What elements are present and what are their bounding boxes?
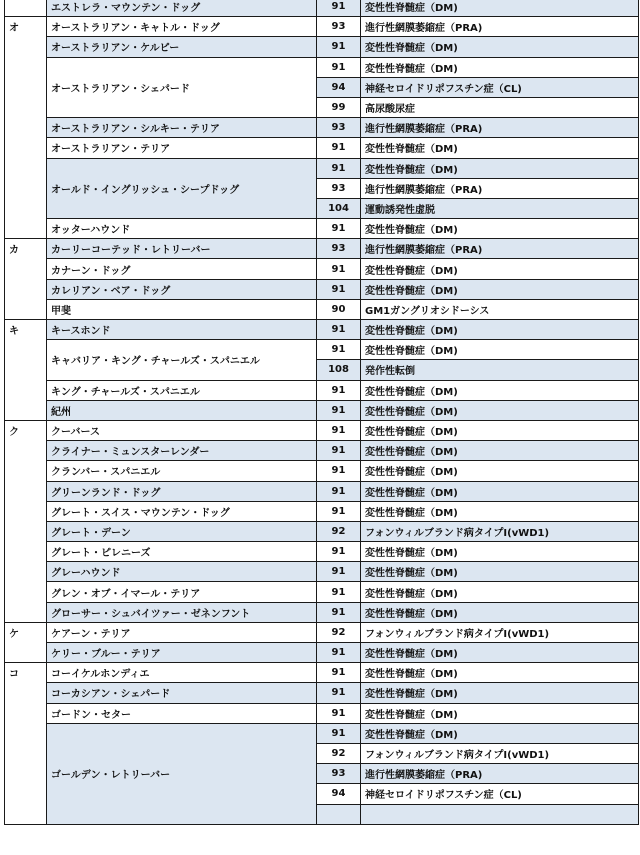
test-number-cell: 91 bbox=[317, 723, 361, 743]
breed-name-cell: オーストラリアン・テリア bbox=[47, 138, 317, 158]
disease-name-cell: 変性性脊髄症（DM) bbox=[361, 400, 639, 420]
test-number-cell: 93 bbox=[317, 239, 361, 259]
test-number-cell: 92 bbox=[317, 743, 361, 763]
disease-name-cell: 変性性脊髄症（DM) bbox=[361, 481, 639, 501]
test-number-cell: 91 bbox=[317, 340, 361, 360]
breed-name-cell: グリーンランド・ドッグ bbox=[47, 481, 317, 501]
disease-name-cell: 変性性脊髄症（DM) bbox=[361, 158, 639, 178]
disease-name-cell: 変性性脊髄症（DM) bbox=[361, 562, 639, 582]
breed-name-cell: キング・チャールズ・スパニエル bbox=[47, 380, 317, 400]
test-number-cell: 93 bbox=[317, 764, 361, 784]
table-row bbox=[5, 723, 639, 743]
breed-name-cell: 甲斐 bbox=[47, 299, 317, 319]
table-row bbox=[5, 219, 639, 239]
breed-disease-table bbox=[4, 0, 639, 825]
table-row bbox=[5, 683, 639, 703]
disease-name-cell: 変性性脊髄症（DM) bbox=[361, 461, 639, 481]
breed-name-cell: コーカシアン・シェパード bbox=[47, 683, 317, 703]
test-number-cell: 91 bbox=[317, 219, 361, 239]
disease-name-cell: 変性性脊髄症（DM) bbox=[361, 683, 639, 703]
breed-name-cell: ゴールデン・レトリーバー bbox=[47, 723, 317, 824]
test-number-cell: 91 bbox=[317, 582, 361, 602]
breed-name-cell: オールド・イングリッシュ・シープドッグ bbox=[47, 158, 317, 219]
breed-name-cell: ゴードン・セター bbox=[47, 703, 317, 723]
table-row bbox=[5, 299, 639, 319]
disease-name-cell: 発作性転倒 bbox=[361, 360, 639, 380]
test-number-cell: 91 bbox=[317, 441, 361, 461]
test-number-cell: 91 bbox=[317, 158, 361, 178]
table-row bbox=[5, 259, 639, 279]
table-row bbox=[5, 420, 639, 440]
disease-name-cell: 変性性脊髄症（DM) bbox=[361, 279, 639, 299]
test-number-cell: 91 bbox=[317, 37, 361, 57]
disease-name-cell: 変性性脊髄症（DM) bbox=[361, 259, 639, 279]
breed-name-cell: クライナー・ミュンスターレンダー bbox=[47, 441, 317, 461]
breed-name-cell: クランバー・スパニエル bbox=[47, 461, 317, 481]
table-row bbox=[5, 441, 639, 461]
disease-name-cell: 変性性脊髄症（DM) bbox=[361, 723, 639, 743]
breed-name-cell: エストレラ・マウンテン・ドッグ bbox=[47, 0, 317, 17]
disease-name-cell: フォンウィルブランド病タイプⅠ(vWD1) bbox=[361, 743, 639, 763]
disease-name-cell: 変性性脊髄症（DM) bbox=[361, 420, 639, 440]
table-row bbox=[5, 501, 639, 521]
test-number-cell: 91 bbox=[317, 0, 361, 17]
test-number-cell: 91 bbox=[317, 481, 361, 501]
table-row bbox=[5, 158, 639, 178]
breed-name-cell: カーリーコーテッド・レトリーバー bbox=[47, 239, 317, 259]
table-row bbox=[5, 380, 639, 400]
test-number-cell: 91 bbox=[317, 138, 361, 158]
breed-name-cell: オーストラリアン・シルキー・テリア bbox=[47, 118, 317, 138]
disease-name-cell: 運動誘発性虚脱 bbox=[361, 198, 639, 218]
table-row bbox=[5, 320, 639, 340]
test-number-cell: 91 bbox=[317, 380, 361, 400]
test-number-cell: 108 bbox=[317, 360, 361, 380]
table-row bbox=[5, 622, 639, 642]
test-number-cell: 91 bbox=[317, 259, 361, 279]
kana-index-cell: ク bbox=[5, 420, 47, 622]
breed-name-cell: 紀州 bbox=[47, 400, 317, 420]
table-row bbox=[5, 17, 639, 37]
test-number-cell: 93 bbox=[317, 178, 361, 198]
breed-name-cell: コーイケルホンディエ bbox=[47, 663, 317, 683]
disease-name-cell: 変性性脊髄症（DM) bbox=[361, 37, 639, 57]
breed-name-cell: キャバリア・キング・チャールズ・スパニエル bbox=[47, 340, 317, 380]
test-number-cell: 91 bbox=[317, 279, 361, 299]
kana-index-cell: カ bbox=[5, 239, 47, 320]
disease-name-cell: 変性性脊髄症（DM) bbox=[361, 0, 639, 17]
kana-index-cell: キ bbox=[5, 320, 47, 421]
test-number-cell bbox=[317, 804, 361, 824]
table-body bbox=[5, 0, 639, 824]
test-number-cell: 91 bbox=[317, 663, 361, 683]
test-number-cell: 90 bbox=[317, 299, 361, 319]
table-row bbox=[5, 582, 639, 602]
breed-name-cell: カナーン・ドッグ bbox=[47, 259, 317, 279]
test-number-cell: 91 bbox=[317, 602, 361, 622]
disease-name-cell: 進行性網膜萎縮症（PRA) bbox=[361, 239, 639, 259]
disease-name-cell: 変性性脊髄症（DM) bbox=[361, 441, 639, 461]
test-number-cell: 91 bbox=[317, 703, 361, 723]
kana-index-cell: オ bbox=[5, 17, 47, 239]
disease-name-cell: 変性性脊髄症（DM) bbox=[361, 340, 639, 360]
breed-name-cell: グレート・スイス・マウンテン・ドッグ bbox=[47, 501, 317, 521]
table-row bbox=[5, 138, 639, 158]
test-number-cell: 91 bbox=[317, 461, 361, 481]
test-number-cell: 91 bbox=[317, 562, 361, 582]
kana-index-cell: コ bbox=[5, 663, 47, 825]
test-number-cell: 99 bbox=[317, 97, 361, 117]
test-number-cell: 91 bbox=[317, 683, 361, 703]
test-number-cell: 92 bbox=[317, 622, 361, 642]
test-number-cell: 93 bbox=[317, 17, 361, 37]
breed-name-cell: グレート・ピレニーズ bbox=[47, 542, 317, 562]
breed-name-cell: オーストラリアン・キャトル・ドッグ bbox=[47, 17, 317, 37]
breed-name-cell: グローサー・シュバイツァー・ゼネンフント bbox=[47, 602, 317, 622]
table-row bbox=[5, 400, 639, 420]
disease-name-cell: 変性性脊髄症（DM) bbox=[361, 320, 639, 340]
test-number-cell: 94 bbox=[317, 77, 361, 97]
test-number-cell: 91 bbox=[317, 643, 361, 663]
kana-index-cell bbox=[5, 0, 47, 17]
test-number-cell: 91 bbox=[317, 320, 361, 340]
breed-name-cell: ケリー・ブルー・テリア bbox=[47, 643, 317, 663]
table-row bbox=[5, 643, 639, 663]
test-number-cell: 93 bbox=[317, 118, 361, 138]
breed-name-cell: ケアーン・テリア bbox=[47, 622, 317, 642]
table-row bbox=[5, 602, 639, 622]
disease-name-cell: GM1ガングリオシドーシス bbox=[361, 299, 639, 319]
disease-name-cell: 高尿酸尿症 bbox=[361, 97, 639, 117]
disease-name-cell: 変性性脊髄症（DM) bbox=[361, 643, 639, 663]
breed-name-cell: キースホンド bbox=[47, 320, 317, 340]
disease-name-cell: フォンウィルブランド病タイプⅠ(vWD1) bbox=[361, 622, 639, 642]
breed-name-cell: オーストラリアン・ケルピー bbox=[47, 37, 317, 57]
table-row bbox=[5, 481, 639, 501]
table-row bbox=[5, 0, 639, 17]
disease-name-cell: 変性性脊髄症（DM) bbox=[361, 602, 639, 622]
table-row bbox=[5, 340, 639, 360]
test-number-cell: 91 bbox=[317, 420, 361, 440]
test-number-cell: 91 bbox=[317, 501, 361, 521]
breed-name-cell: オッターハウンド bbox=[47, 219, 317, 239]
disease-name-cell: 進行性網膜萎縮症（PRA) bbox=[361, 17, 639, 37]
disease-name-cell: 変性性脊髄症（DM) bbox=[361, 219, 639, 239]
disease-name-cell: 変性性脊髄症（DM) bbox=[361, 703, 639, 723]
test-number-cell: 91 bbox=[317, 400, 361, 420]
kana-index-cell: ケ bbox=[5, 622, 47, 662]
table-row bbox=[5, 461, 639, 481]
table-row bbox=[5, 562, 639, 582]
test-number-cell: 91 bbox=[317, 542, 361, 562]
table-row bbox=[5, 521, 639, 541]
disease-name-cell: 神経セロイドリポフスチン症（CL) bbox=[361, 784, 639, 804]
table-row bbox=[5, 279, 639, 299]
disease-name-cell: 進行性網膜萎縮症（PRA) bbox=[361, 178, 639, 198]
breed-name-cell: グレン・オブ・イマール・テリア bbox=[47, 582, 317, 602]
disease-name-cell: フォンウィルブランド病タイプⅠ(vWD1) bbox=[361, 521, 639, 541]
disease-name-cell: 変性性脊髄症（DM) bbox=[361, 582, 639, 602]
disease-name-cell: 進行性網膜萎縮症（PRA) bbox=[361, 764, 639, 784]
disease-name-cell: 変性性脊髄症（DM) bbox=[361, 501, 639, 521]
disease-name-cell: 変性性脊髄症（DM) bbox=[361, 57, 639, 77]
table-row bbox=[5, 239, 639, 259]
breed-name-cell: グレート・デーン bbox=[47, 521, 317, 541]
disease-name-cell bbox=[361, 804, 639, 824]
disease-name-cell: 変性性脊髄症（DM) bbox=[361, 380, 639, 400]
test-number-cell: 94 bbox=[317, 784, 361, 804]
disease-name-cell: 変性性脊髄症（DM) bbox=[361, 542, 639, 562]
test-number-cell: 91 bbox=[317, 57, 361, 77]
table-row bbox=[5, 118, 639, 138]
breed-name-cell: オーストラリアン・シェパード bbox=[47, 57, 317, 118]
disease-name-cell: 変性性脊髄症（DM) bbox=[361, 138, 639, 158]
table-row bbox=[5, 542, 639, 562]
table-row bbox=[5, 37, 639, 57]
breed-name-cell: グレーハウンド bbox=[47, 562, 317, 582]
table-row bbox=[5, 663, 639, 683]
test-number-cell: 104 bbox=[317, 198, 361, 218]
table-row bbox=[5, 703, 639, 723]
disease-name-cell: 神経セロイドリポフスチン症（CL) bbox=[361, 77, 639, 97]
breed-name-cell: カレリアン・ベア・ドッグ bbox=[47, 279, 317, 299]
breed-name-cell: クーバース bbox=[47, 420, 317, 440]
table-row bbox=[5, 57, 639, 77]
disease-name-cell: 変性性脊髄症（DM) bbox=[361, 663, 639, 683]
disease-name-cell: 進行性網膜萎縮症（PRA) bbox=[361, 118, 639, 138]
test-number-cell: 92 bbox=[317, 521, 361, 541]
